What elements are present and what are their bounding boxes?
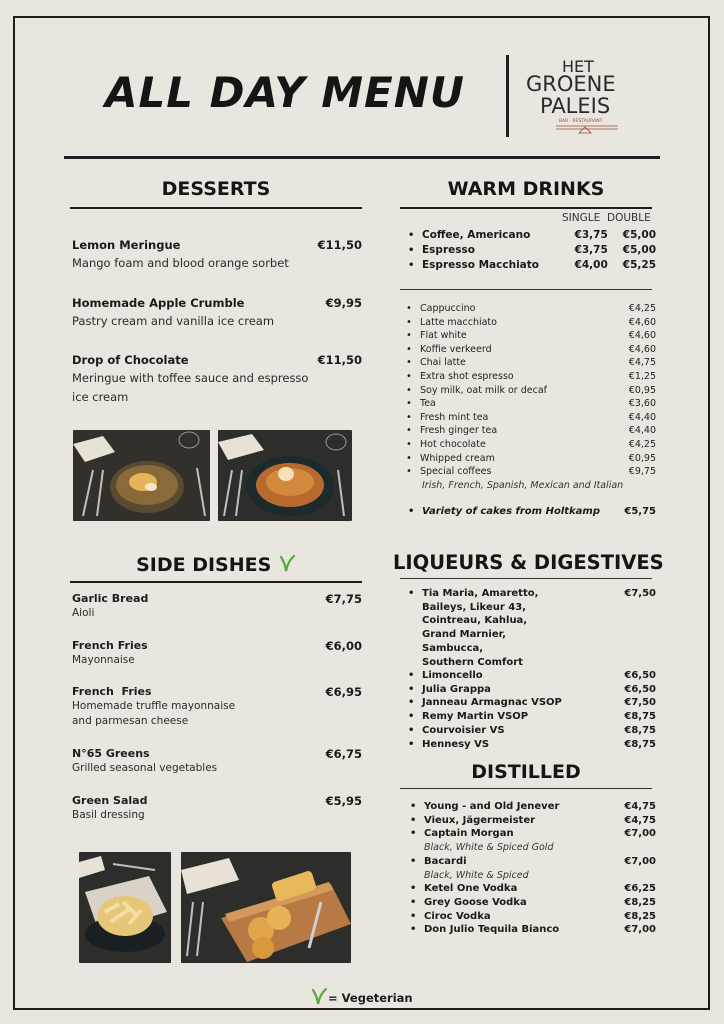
svg-text:PALEIS: PALEIS (540, 94, 611, 118)
list-item (406, 855, 656, 882)
item-name: • Whipped cream (420, 452, 495, 464)
liqueurs-title: LIQUEURS & DIGESTIVES (393, 551, 664, 574)
svg-text:BAR · RESTAURANT: BAR · RESTAURANT (559, 119, 603, 124)
side-dishes-rule (70, 581, 362, 583)
item-name: • Fresh mint tea (420, 411, 489, 423)
item-price: €8,75 (624, 711, 656, 723)
distilled-title: DISTILLED (471, 761, 581, 783)
list-item (402, 465, 656, 479)
list-item (406, 923, 656, 937)
item-price: €7,00 (624, 855, 656, 867)
item-price: €9,75 (628, 466, 656, 478)
list-item (404, 683, 656, 697)
item-price: €4,75 (624, 801, 656, 812)
vegetarian-leaf-icon (278, 553, 296, 578)
item-name: • Special coffees (420, 466, 492, 478)
side-photo-fries (79, 852, 171, 963)
item-name: • Extra shot espresso (420, 370, 514, 382)
liqueur-group-line: Cointreau, Kahlua, (422, 615, 528, 627)
item-name: • Fresh ginger tea (420, 425, 498, 437)
list-item (406, 827, 656, 854)
liqueur-group-line: Baileys, Likeur 43, (422, 601, 526, 613)
item-name: • Flat white (420, 330, 467, 342)
item-price: €1,25 (628, 370, 656, 382)
item-price: €0,95 (628, 452, 656, 464)
liqueur-group-line: Southern Comfort (422, 656, 523, 668)
item-name: • Janneau Armagnac VSOP (422, 697, 562, 709)
item-name: • Hennesy VS (422, 738, 490, 750)
list-item (406, 800, 656, 814)
vegetarian-legend: = Vegeterian (310, 986, 413, 1010)
item-name: • Ciroc Vodka (424, 910, 491, 922)
list-item (402, 302, 656, 316)
warm-drinks-rule (400, 207, 652, 209)
item-price: €4,75 (624, 814, 656, 826)
header-rule (64, 156, 660, 159)
item-name: • Tea (420, 398, 436, 410)
dessert-item: Drop of Chocolate €11,50 Meringue with toffee sauce and espresso ice cream (72, 353, 362, 404)
warm-drinks-title: WARM DRINKS (447, 178, 605, 200)
side-dish-item: French Fries €6,00 Mayonnaise (72, 639, 362, 666)
item-price: €6,25 (624, 883, 656, 895)
list-item (402, 343, 656, 357)
liqueur-group: • Tia Maria, Amaretto, Baileys, Likeur 43, Cointreau, Kahlua, Grand Marnier, Sambucca, Southern Comfort €7,50 (404, 587, 656, 669)
coffee-divider (400, 289, 652, 290)
liqueur-group-line: Sambucca, (422, 642, 484, 654)
list-item (404, 696, 656, 710)
vegetarian-leaf-icon (310, 986, 328, 1010)
item-price: €4,75 (628, 357, 656, 369)
dessert-item: Lemon Meringue €11,50 Mango foam and blood orange sorbet (72, 238, 362, 270)
liqueur-group-line: Grand Marnier, (422, 629, 506, 641)
item-name: • Julia Grappa (422, 683, 491, 695)
side-dishes-title: SIDE DISHES (70, 553, 362, 578)
list-item (404, 738, 656, 752)
list-item (406, 910, 656, 924)
header-divider (506, 55, 509, 137)
single-col-header: SINGLE (562, 212, 601, 224)
dessert-photo-meringue (73, 430, 210, 521)
item-name: • Remy Martin VSOP (422, 711, 529, 723)
list-item (402, 329, 656, 343)
item-price: €0,95 (628, 384, 656, 396)
page-title: ALL DAY MENU (105, 68, 465, 117)
side-dish-item: N°65 Greens €6,75 Grilled seasonal vegetables (72, 747, 362, 774)
side-photo-garlic-bread (181, 852, 351, 963)
side-dish-item: French Fries €6,95 Homemade truffle mayonnaise and parmesan cheese (72, 685, 362, 727)
item-price: €8,75 (624, 738, 656, 750)
item-price: €6,50 (624, 683, 656, 695)
restaurant-logo (522, 52, 632, 140)
cakes-item: • Variety of cakes from Holtkamp €5,75 (404, 505, 656, 519)
list-item (404, 710, 656, 724)
item-price: €7,00 (624, 828, 656, 840)
item-price: €7,00 (624, 924, 656, 936)
desserts-rule (70, 207, 362, 209)
item-price: €4,40 (628, 411, 656, 423)
distilled-list (406, 800, 656, 937)
item-name: • Grey Goose Vodka (424, 896, 527, 908)
list-item (402, 424, 656, 438)
list-item (404, 724, 656, 738)
item-price: €8,75 (624, 724, 656, 736)
liqueur-group-line: • Tia Maria, Amaretto, (422, 588, 539, 599)
item-price: €4,60 (628, 330, 656, 342)
item-name: • Limoncello (422, 670, 483, 681)
list-item (402, 438, 656, 452)
list-item (402, 370, 656, 384)
liqueur-list (404, 669, 656, 751)
item-price: €4,60 (628, 343, 656, 355)
list-item: • Espresso Macchiato €4,00 €5,25 (404, 258, 656, 273)
item-name: • Hot chocolate (420, 438, 486, 450)
item-note: Black, White & Spiced (424, 869, 529, 881)
list-item (402, 452, 656, 466)
list-item (402, 384, 656, 398)
item-name: • Chai latte (420, 357, 466, 369)
desserts-title: DESSERTS (161, 178, 271, 200)
item-name: • Ketel One Vodka (424, 883, 518, 895)
distilled-rule (400, 788, 652, 789)
liqueurs-rule (400, 578, 652, 579)
item-name: • Young - and Old Jenever (424, 801, 560, 812)
item-name: • Don Julio Tequila Bianco (424, 924, 560, 936)
coffee-list (404, 228, 656, 273)
svg-text:HET: HET (562, 57, 594, 76)
side-dish-item: Green Salad €5,95 Basil dressing (72, 794, 362, 821)
list-item: • Espresso €3,75 €5,00 (404, 243, 656, 258)
dessert-item: Homemade Apple Crumble €9,95 Pastry cream and vanilla ice cream (72, 296, 362, 328)
item-price: €8,25 (624, 910, 656, 922)
svg-text:GROENE: GROENE (526, 72, 616, 96)
list-item (402, 411, 656, 425)
special-coffees-note: Irish, French, Spanish, Mexican and Italian (422, 480, 624, 491)
list-item (406, 896, 656, 910)
item-price: €4,25 (628, 303, 656, 314)
item-name: • Vieux, Jägermeister (424, 814, 536, 826)
item-price: €6,50 (624, 670, 656, 681)
list-item (404, 669, 656, 683)
item-price: €4,60 (628, 316, 656, 328)
item-name: • Captain Morgan (424, 828, 514, 840)
item-name: • Koffie verkeerd (420, 343, 492, 355)
item-price: €3,60 (628, 398, 656, 410)
list-item (402, 397, 656, 411)
list-item (402, 356, 656, 370)
item-price: €8,25 (624, 896, 656, 908)
item-name: • Courvoisier VS (422, 724, 505, 736)
other-drinks-list (402, 302, 656, 479)
item-name: • Cappuccino (420, 303, 476, 314)
side-dish-item: Garlic Bread €7,75 Aioli (72, 592, 362, 619)
list-item (406, 882, 656, 896)
list-item (406, 814, 656, 828)
item-price: €7,50 (624, 697, 656, 709)
item-price: €4,25 (628, 438, 656, 450)
item-price: €4,40 (628, 425, 656, 437)
list-item: • Coffee, Americano €3,75 €5,00 (404, 228, 656, 243)
item-name: • Soy milk, oat milk or decaf (420, 384, 547, 396)
item-name: • Bacardi (424, 855, 467, 867)
dessert-photo-crumble (218, 430, 352, 521)
item-note: Black, White & Spiced Gold (424, 842, 554, 854)
double-col-header: DOUBLE (607, 212, 651, 224)
list-item (402, 316, 656, 330)
item-name: • Latte macchiato (420, 316, 497, 328)
